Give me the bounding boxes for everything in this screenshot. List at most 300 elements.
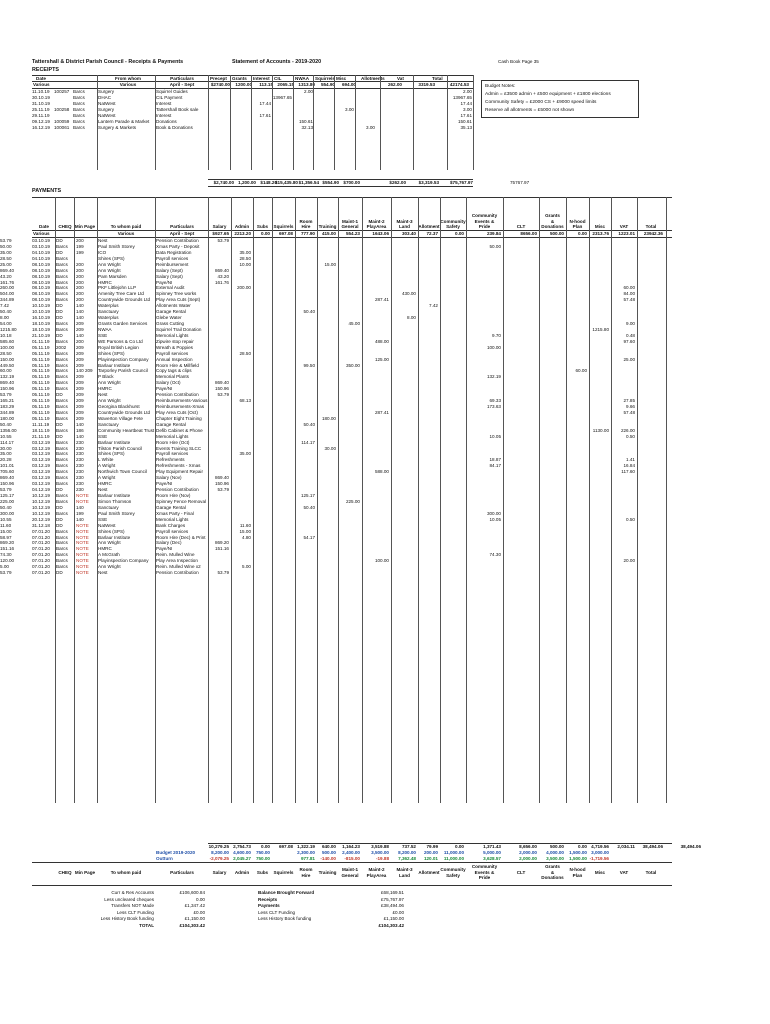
payments-bf-value: 0.00 — [578, 231, 587, 236]
outturn-value: -19.88 — [375, 856, 389, 861]
payment-cheq: Barcs — [56, 451, 68, 457]
receipts-bf-value: 1313.80 — [298, 82, 315, 87]
payment-particulars: Room Hire (Oct) — [156, 439, 190, 445]
footer-col-room2: Hire — [301, 872, 311, 878]
payment-amount: 150.00 — [0, 356, 15, 362]
payment-amount: 869.40 — [0, 267, 15, 273]
payment-cheq: Barcs — [56, 291, 68, 297]
payment-amount: 50.40 — [0, 504, 12, 510]
footer-col-grants3: Donations — [541, 875, 564, 880]
budget-value: 1,500.00 — [569, 850, 587, 855]
footer-col-vat: VAT — [619, 870, 629, 875]
footer-col-maint3: Maint-3 — [396, 867, 413, 872]
payment-amount: 99.50 — [303, 362, 315, 368]
payment-to-whom: Tilston Parish Council — [98, 445, 143, 451]
payments-total-value: 8,656.00 — [519, 844, 537, 849]
payment-to-whom: Shires (SPS) — [98, 528, 125, 534]
payment-min-page: NOTE — [76, 534, 89, 540]
payment-particulars: Salary (Nov) — [156, 475, 182, 481]
payment-cheq: DD — [56, 392, 63, 398]
outturn-label: Outturn — [156, 856, 173, 861]
footer-col-particulars: Particulars — [170, 870, 194, 875]
payment-amount: 53.79 — [0, 570, 12, 576]
payment-amount: 869.40 — [214, 475, 229, 481]
receipt-total: 3.00 — [463, 107, 472, 112]
payment-to-whom: Barlaur Institute — [98, 362, 131, 368]
receipt-bank: Barcs — [73, 95, 85, 100]
payment-date: 31.12.18 — [32, 522, 50, 528]
payment-amount: 125.17 — [300, 492, 315, 498]
receipt-particulars: Squirrel Guides — [156, 89, 188, 94]
payment-to-whom: Ann Wright — [98, 564, 121, 570]
sheet-title: Tattershall & District Parish Council - Receipts & Payments — [32, 59, 184, 65]
payment-particulars: Reim. Mulled Wine — [156, 552, 195, 558]
budget-note-title: Budget Notes: — [485, 84, 516, 89]
col-from-whom-sub: Various — [119, 82, 137, 87]
payment-date: 05.11.19 — [32, 415, 50, 421]
payment-cheq: Barcs — [56, 338, 68, 344]
payment-min-page: NOTE — [76, 552, 89, 558]
payment-particulars: Memorial Lights — [156, 332, 189, 338]
column-line — [566, 197, 567, 803]
payment-amount: 50.40 — [0, 309, 12, 315]
column-line — [503, 197, 504, 803]
payment-particulars: Salary (Dec) — [156, 540, 182, 546]
payment-amount: 10.55 — [0, 516, 12, 522]
payment-to-whom: Barlaur Institute — [98, 439, 131, 445]
payments-bf-value: 0.00 — [455, 231, 464, 236]
footer-col-maint3b: Land — [399, 872, 410, 878]
payment-cheq: DD — [56, 303, 63, 309]
payment-particulars: Bank Charges — [156, 522, 186, 528]
payment-min-page: 199 — [76, 243, 84, 249]
col-various: Various — [33, 82, 50, 87]
col-particulars-sub: April - Sept — [169, 82, 195, 87]
payment-amount: 35.00 — [239, 451, 251, 457]
footer-col-community: Community — [440, 867, 466, 872]
payment-amount: 449.50 — [0, 362, 15, 368]
payment-date: 05.11.19 — [32, 404, 50, 410]
payment-date: 05.11.19 — [32, 368, 50, 374]
payment-amount: 869.40 — [214, 380, 229, 386]
payment-date: 08.10.19 — [32, 273, 50, 279]
payment-cheq: Barcs — [56, 261, 68, 267]
receipt-amount: 13967.65 — [272, 95, 292, 100]
receipt-date: 25.11.19 — [32, 107, 50, 112]
payment-min-page: 209 — [76, 392, 84, 398]
payment-amount: 9.66 — [626, 404, 635, 410]
payment-amount: 28.50 — [239, 255, 251, 261]
payment-to-whom: Nest — [98, 570, 108, 576]
payment-cheq: Barcs — [56, 528, 68, 534]
payment-amount: 225.00 — [345, 498, 360, 504]
payment-particulars: Allotments Water — [156, 303, 191, 309]
payment-amount: 588.00 — [374, 469, 389, 475]
payment-date: 07.01.20 — [32, 534, 50, 540]
payment-min-page: 140 — [76, 315, 84, 321]
payment-particulars: Reim. Mulled Wine x2 — [156, 564, 201, 570]
payment-to-whom: Grants Garden Services — [98, 321, 148, 327]
receipt-bank: Barcs — [73, 101, 85, 106]
column-line — [413, 75, 414, 170]
payment-particulars: Play Equipment Repair — [156, 469, 203, 475]
column-line — [539, 197, 540, 803]
payment-cheq: Barcs — [56, 374, 68, 380]
payment-amount: 84.00 — [623, 291, 635, 297]
footer-col-nhood: N-hood — [569, 867, 586, 872]
payment-amount: 869.40 — [0, 380, 15, 386]
payment-cheq: Barcs — [56, 267, 68, 273]
receipt-amount: 150.61 — [298, 119, 313, 124]
payment-amount: 504.00 — [0, 291, 15, 297]
summary-right-label: Less CLT Funding — [258, 909, 296, 915]
payment-amount: 35.00 — [0, 451, 12, 457]
receipts-total-value: $3,319.53 — [418, 180, 439, 185]
receipt-bank: Barcs — [73, 89, 85, 94]
payment-date: 03.10.19 — [32, 238, 50, 243]
payment-date: 05.11.19 — [32, 409, 50, 415]
payment-amount: 287.41 — [374, 297, 389, 303]
payment-to-whom: HMRC — [98, 386, 112, 392]
footer-col-subs: Subs — [256, 870, 269, 875]
payment-amount: 1215.80 — [0, 326, 17, 332]
summary-right-value: £1,150.00 — [383, 916, 404, 922]
payment-particulars: Defib Cabinet & Phone — [156, 427, 203, 433]
budget-value: 2,400.00 — [342, 850, 360, 855]
payment-date: 03.10.19 — [32, 243, 50, 249]
receipt-bank: Barcs — [73, 125, 85, 130]
footer-col-grants: Grants — [545, 864, 560, 869]
receipts-bf-value: 262.00 — [387, 82, 402, 87]
payment-amount: 7.42 — [429, 303, 438, 309]
payment-min-page: 209 — [76, 404, 84, 410]
col-subs: Subs — [256, 224, 269, 229]
payment-to-whom: Shires (SPS) — [98, 255, 125, 261]
payment-to-whom: PKF Littlejohn LLP — [98, 285, 137, 291]
payment-cheq: Barcs — [56, 534, 68, 540]
payment-to-whom: Ann Wright — [98, 398, 121, 404]
payment-amount: 53.79 — [217, 487, 229, 493]
payments-bf-value: 415.00 — [321, 231, 336, 236]
payment-amount: 125.00 — [374, 356, 389, 362]
payment-min-page: 200 — [76, 297, 84, 303]
payment-min-page: 209 — [76, 344, 84, 350]
summary-left-value: 0.00 — [196, 896, 205, 902]
payment-date: 11.11.19 — [32, 421, 50, 427]
payment-particulars: Reimbursements-Xmas — [156, 404, 204, 410]
payment-amount: 15.00 — [0, 528, 12, 534]
payment-to-whom: Nest — [98, 238, 108, 243]
outturn-value: 2,045.27 — [233, 856, 251, 861]
payments-bf-value: 777.90 — [300, 231, 315, 236]
payment-amount: 27.85 — [623, 398, 635, 404]
col-to-whom: To whom paid — [110, 224, 142, 229]
col-clt: CLT — [516, 224, 526, 229]
payments-total-value: 1,164.23 — [342, 844, 360, 849]
payment-amount: 11.60 — [0, 522, 12, 528]
column-line — [473, 75, 474, 170]
payment-date: 05.11.19 — [32, 356, 50, 362]
col-cil: CIL — [274, 76, 282, 81]
payment-amount: 344.89 — [0, 297, 15, 303]
budget-value: 200.00 — [423, 850, 438, 855]
payment-particulars: Play Area Cuts (Oct) — [156, 409, 198, 415]
payment-amount: 15.00 — [324, 261, 336, 267]
payment-min-page: 230 — [76, 457, 84, 463]
payment-cheq: Barcs — [56, 297, 68, 303]
payment-amount: 53.79 — [0, 487, 12, 493]
receipts-bf-value: 554.90 — [320, 82, 335, 87]
payment-amount: 4.80 — [242, 534, 251, 540]
column-line — [362, 197, 363, 803]
payment-amount: 50.40 — [303, 421, 315, 427]
footer-col-events3: Pride — [478, 875, 491, 880]
payments-total-value: 0.00 — [261, 844, 270, 849]
payment-amount: 300.00 — [486, 510, 501, 516]
column-line — [295, 197, 296, 803]
payments-bf-value: 2313.76 — [592, 231, 609, 236]
payments-bf-value: 8656.00 — [520, 231, 537, 236]
footer-col-training: Training — [318, 870, 337, 875]
payment-cheq: DD — [56, 309, 63, 315]
summary-right-label: Receipts — [258, 896, 278, 902]
payment-amount: 28.50 — [0, 350, 12, 356]
receipts-total-value: $262.00 — [389, 180, 406, 185]
outturn-value: 11,000.00 — [443, 856, 464, 861]
payment-date: 10.10.19 — [32, 303, 50, 309]
payment-cheq: Barcs — [56, 558, 68, 564]
payment-to-whom: P Black — [98, 374, 114, 380]
payment-amount: 180.00 — [0, 415, 15, 421]
col-grants: Grants — [232, 76, 247, 81]
payment-date: 07.01.20 — [32, 570, 50, 576]
payment-min-page: 140 — [76, 421, 84, 427]
payment-amount: 0.50 — [626, 516, 635, 522]
payment-to-whom: SSE — [98, 433, 108, 439]
payment-min-page: NOTE — [76, 522, 89, 528]
summary-left-label: TOTAL — [139, 923, 154, 928]
col-total: Total — [432, 76, 443, 81]
payment-cheq: DD — [56, 504, 63, 510]
col-particulars: Particulars — [170, 224, 194, 229]
payment-amount: 69.33 — [489, 398, 501, 404]
payment-particulars: Payroll services — [156, 350, 189, 356]
footer-col-total: Total — [645, 870, 657, 875]
payment-to-whom: Waterplus — [98, 315, 119, 321]
payment-date: 05.11.19 — [32, 350, 50, 356]
receipt-amount: 2.00 — [304, 89, 313, 94]
payment-particulars: Zipwire stop repair — [156, 338, 194, 344]
footer-col-allotment: Allotment — [418, 870, 440, 875]
rule-line — [32, 237, 672, 238]
summary-left-value: £1,150.00 — [184, 916, 205, 922]
payment-amount: 10.05 — [489, 433, 501, 439]
payment-date: 10.12.19 — [32, 492, 50, 498]
budget-value: 750.00 — [255, 850, 270, 855]
payment-amount: 10.18 — [0, 332, 12, 338]
payment-particulars: Refreshments — [156, 457, 185, 463]
payment-particulars: Reimbursements-Various — [156, 398, 208, 404]
payment-amount: 165.21 — [0, 398, 15, 404]
payment-particulars: Memorial Lights — [156, 433, 189, 439]
payment-date: 18.10.19 — [32, 326, 50, 332]
payment-particulars: Garage Rental — [156, 421, 186, 427]
payment-min-page: 209 — [76, 380, 84, 386]
payment-amount: 132.19 — [0, 374, 15, 380]
payment-to-whom: Paul Smith Storey — [98, 243, 135, 249]
receipts-bf-value: 113.15 — [259, 82, 273, 87]
payment-min-page: 209 — [76, 350, 84, 356]
payment-cheq: Barcs — [56, 321, 68, 327]
col-community: Community — [440, 218, 466, 224]
outturn-value: 1,500.00 — [569, 856, 587, 861]
payments-bf-value: 239.84 — [486, 231, 501, 236]
rule-line — [32, 197, 672, 198]
payment-to-whom: Countrywide Grounds Ltd — [98, 297, 151, 303]
receipt-total: 13967.65 — [452, 95, 472, 100]
budget-value: 4,000.00 — [546, 850, 564, 855]
payment-min-page: 200 — [76, 238, 84, 243]
payments-total-value: 4,719.56 — [591, 844, 609, 849]
column-line — [466, 197, 467, 803]
footer-col-min-page: Min Page — [74, 870, 96, 875]
payment-amount: 132.19 — [486, 374, 501, 380]
receipt-total: 35.13 — [460, 125, 472, 130]
payment-amount: 58.97 — [0, 534, 12, 540]
payment-amount: 117.60 — [621, 469, 635, 475]
payment-amount: 53.79 — [217, 570, 229, 576]
receipt-ref: 100258 — [54, 107, 70, 112]
payment-particulars: Pension Contribution — [156, 238, 199, 243]
receipt-total: 17.61 — [460, 113, 472, 118]
summary-left-label: Less History Book funding — [100, 916, 154, 922]
payment-cheq: Barcs — [56, 409, 68, 415]
payment-to-whom: Nest — [98, 392, 108, 398]
summary-right-value: £68,169.51 — [381, 890, 404, 895]
payment-cheq: Barcs — [56, 273, 68, 279]
payment-amount: 869.20 — [214, 540, 229, 546]
payment-to-whom: Royal British Legion — [98, 344, 139, 350]
payment-cheq: Barcs — [56, 552, 68, 558]
payments-total-value: 10,279.25 — [208, 844, 229, 849]
payment-to-whom: Paul Smith Storey — [98, 510, 135, 516]
receipt-particulars: Book & Donations — [156, 125, 193, 130]
payment-amount: 68.13 — [239, 398, 251, 404]
budget-notes-box — [481, 80, 639, 118]
payment-amount: 43.20 — [0, 273, 12, 279]
payment-date: 05.11.19 — [32, 362, 50, 368]
payment-amount: 225.00 — [0, 498, 15, 504]
payment-cheq: Barcs — [56, 457, 68, 463]
payment-particulars: Salary (Sept) — [156, 267, 183, 273]
column-line — [230, 75, 231, 170]
payment-date: 03.12.19 — [32, 481, 50, 487]
summary-left-label: Curr & Res Accounts — [111, 890, 154, 895]
payment-date: 01.11.19 — [32, 338, 50, 344]
payment-date: 03.12.19 — [32, 463, 50, 469]
payment-cheq: Barcs — [56, 546, 68, 552]
receipt-bank: Barcs — [73, 113, 85, 118]
col-community2: Safety — [446, 224, 460, 229]
payment-cheq: Barcs — [56, 356, 68, 362]
footer-col-maint2b: PlayArea — [366, 872, 387, 878]
payment-date: 21.10.19 — [32, 332, 50, 338]
summary-left-label: Less uncleared cheques — [104, 896, 154, 902]
payment-amount: 150.96 — [0, 481, 15, 487]
payment-amount: 151.16 — [0, 546, 15, 552]
payment-min-page: NOTE — [76, 498, 89, 504]
footer-col-room: Room — [299, 867, 313, 872]
cashbook-page: Cash Book Page 35 — [498, 59, 539, 64]
payment-min-page: NOTE — [76, 564, 89, 570]
payment-to-whom: Georgina Blackhurst — [98, 404, 140, 410]
payment-amount: 430.00 — [401, 291, 416, 297]
col-maint3: Maint-3 — [396, 218, 413, 224]
payment-amount: 50.40 — [0, 421, 12, 427]
receipt-date: 30.10.19 — [32, 95, 50, 100]
payment-min-page: 209 — [76, 326, 84, 332]
receipts-total-value: $75,767.97 — [450, 180, 473, 185]
budget-label: Budget 2019-2020 — [156, 850, 196, 855]
receipt-date: 31.10.19 — [32, 101, 50, 106]
payment-to-whom: A McGrath — [98, 552, 120, 558]
payment-amount: 60.00 — [0, 368, 12, 374]
payment-min-page: 200 — [76, 338, 84, 344]
payment-cheq: Barcs — [56, 350, 68, 356]
col-room: Room — [299, 218, 313, 224]
payments-total-value: 737.52 — [401, 844, 416, 849]
payment-to-whom: HMRC — [98, 546, 112, 552]
column-line — [637, 197, 638, 803]
budget-value: 3,500.00 — [371, 850, 389, 855]
col-cheq: CHEQ — [58, 224, 72, 229]
budget-note-line1: Admin = £3500 admin + £500 equipment + £1800 elections — [485, 92, 611, 97]
payments-total-value: 697.08 — [278, 844, 293, 849]
col-misc: Misc — [594, 224, 606, 229]
payment-amount: 200.00 — [236, 285, 251, 291]
payment-particulars: External Audit — [156, 285, 185, 291]
column-line — [380, 75, 381, 170]
payment-cheq: Barcs — [56, 380, 68, 386]
column-line — [208, 197, 209, 803]
payment-amount: 161.76 — [0, 279, 15, 285]
payment-to-whom: NatWest — [98, 522, 116, 528]
budget-value: 5,000.00 — [483, 850, 501, 855]
payment-particulars: Grass Cutting — [156, 321, 185, 327]
payment-min-page: 140 209 — [76, 368, 93, 374]
col-misc: Misc — [336, 76, 347, 81]
receipt-from: NatWest — [98, 113, 116, 118]
payment-date: 03.12.19 — [32, 469, 50, 475]
payment-cheq: DD — [56, 487, 63, 493]
col-squirrels: Squirrels — [273, 224, 294, 229]
payment-amount: 350.00 — [345, 362, 360, 368]
payment-amount: 8.00 — [0, 315, 9, 321]
outturn-value: 750.00 — [255, 856, 270, 861]
payment-min-page: 200 — [76, 261, 84, 267]
payment-amount: 25.00 — [0, 261, 12, 267]
footer-col-maint1b: General — [341, 872, 359, 878]
receipts-total-value: $2,740.00 — [213, 180, 234, 185]
payment-min-page: 209 — [76, 321, 84, 327]
payment-to-whom: Barlaur Institute — [98, 534, 131, 540]
payment-min-page: NOTE — [76, 528, 89, 534]
summary-left-label: Less CLT Funding — [116, 909, 154, 915]
col-training: Training — [318, 224, 337, 229]
summary-right-label: Less History Book funding — [258, 916, 312, 922]
payment-particulars: Xmas Party - Deposit — [156, 243, 200, 249]
payment-to-whom: Playinspection Company — [98, 356, 149, 362]
